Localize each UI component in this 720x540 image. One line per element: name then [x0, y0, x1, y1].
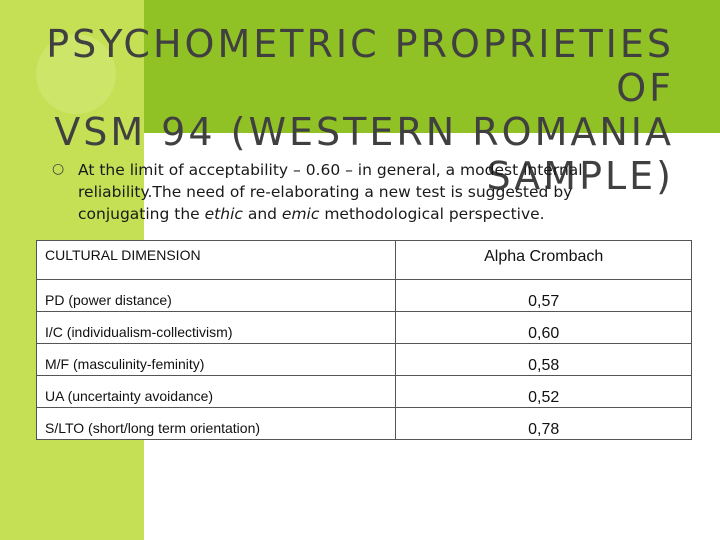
- row-alpha: 0,78: [396, 408, 692, 440]
- bullet-italic-emic: emic: [281, 205, 320, 223]
- row-dimension: M/F (masculinity-feminity): [37, 344, 396, 376]
- table-row: [37, 408, 692, 440]
- table-row: [37, 280, 692, 312]
- row-dimension: PD (power distance): [37, 280, 396, 312]
- circle-bullet-icon: ○: [52, 161, 65, 177]
- row-dimension: UA (uncertainty avoidance): [37, 376, 396, 408]
- row-alpha: 0,58: [396, 344, 692, 376]
- title-line-1: PSYCHOMETRIC PROPRIETIES OF: [46, 22, 674, 110]
- table-row: [37, 376, 692, 408]
- row-alpha: 0,52: [396, 376, 692, 408]
- bullet-text-part1: At the limit of acceptability – 0.60 – in general, a modest internal reliability.The need of re-elaborating a new test is suggested by conjugating the: [78, 161, 583, 223]
- bullet-text-part2: and: [242, 205, 282, 223]
- row-dimension: I/C (individualism-collectivism): [37, 312, 396, 344]
- bullet-paragraph: [78, 159, 618, 225]
- row-alpha: 0,57: [396, 280, 692, 312]
- table-row: [37, 312, 692, 344]
- table-row: [37, 344, 692, 376]
- title-line-3: SAMPLE): [486, 154, 674, 198]
- bullet-text-part3: methodological perspective.: [319, 205, 545, 223]
- row-dimension: S/LTO (short/long term orientation): [37, 408, 396, 440]
- header-alpha-crombach: Alpha Crombach: [396, 241, 692, 280]
- table-header-row: [37, 241, 692, 280]
- row-alpha: 0,60: [396, 312, 692, 344]
- header-cultural-dimension: CULTURAL DIMENSION: [37, 241, 396, 280]
- bullet-italic-ethic: ethic: [204, 205, 243, 223]
- title-line-2: VSM 94 (WESTERN ROMANIA: [54, 110, 674, 154]
- cultural-dimensions-table: [36, 240, 692, 440]
